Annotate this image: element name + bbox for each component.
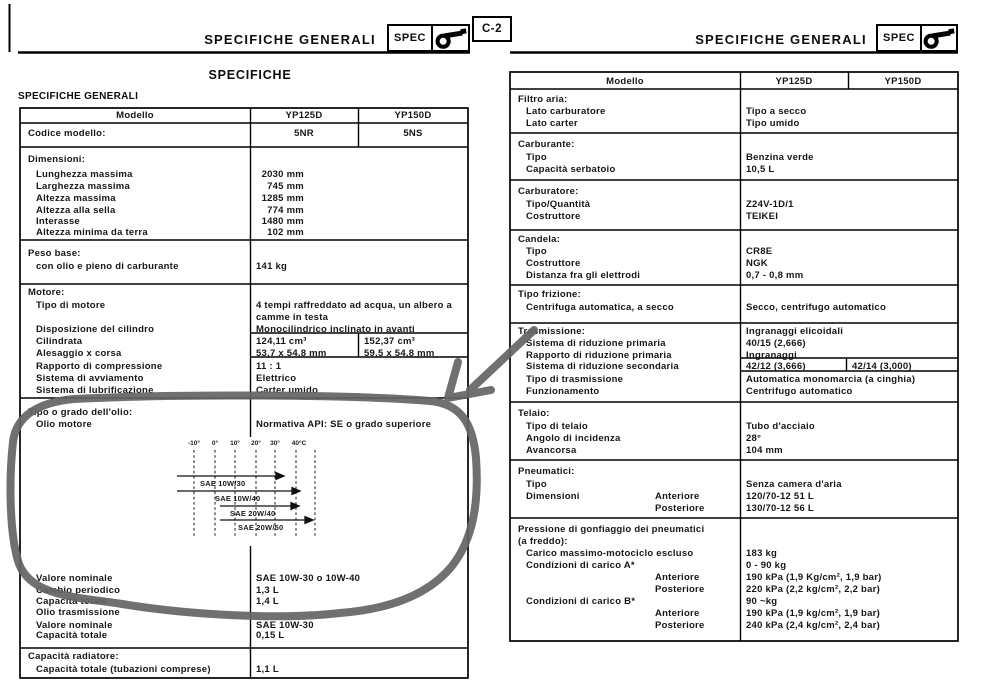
spec-value: 1,4 L	[256, 596, 279, 607]
spec-value: Benzina verde	[746, 152, 814, 163]
left-col-header-modello: Modello	[116, 110, 154, 121]
spec-value-150: 59,5 x 54,8 mm	[364, 348, 435, 359]
spec-value: 220 kPa (2,2 kg/cm², 2,2 bar)	[746, 584, 880, 595]
spec-value: SAE 10W-30	[256, 620, 314, 631]
spec-label: Costruttore	[526, 211, 581, 222]
spec-value: 240 kPa (2,4 kg/cm², 2,4 bar)	[746, 620, 880, 631]
spec-value: 190 kPa (1,9 Kg/cm², 1,9 bar)	[746, 572, 882, 583]
spec-label: Centrifuga automatica, a secco	[526, 302, 674, 313]
spec-label: Dimensioni	[526, 491, 580, 502]
spec-value: 120/70-12 51 L	[746, 491, 814, 502]
spec-label: Larghezza massima	[36, 181, 131, 192]
spec-value: 102 mm	[267, 227, 304, 238]
spec-label: Capacità serbatoio	[526, 164, 616, 175]
carburante-title: Carburante:	[518, 139, 575, 150]
spec-label: Lato carter	[526, 118, 578, 129]
spec-sublabel: Posteriore	[655, 584, 705, 595]
left-heading: SPECIFICHE	[208, 68, 292, 82]
spec-label: Funzionamento	[526, 386, 600, 397]
motore-title: Motore:	[28, 287, 65, 298]
spec-value-150: 42/14 (3,000)	[852, 361, 912, 372]
spec-label: Capacità totale	[36, 596, 108, 607]
chart-series-label: SAE 10W/30	[200, 479, 246, 488]
spec-label: Tipo	[526, 246, 547, 257]
spec-value: Senza camera d'aria	[746, 479, 842, 490]
spec-value: camme in testa	[256, 312, 329, 323]
pneumatici-title: Pneumatici:	[518, 466, 575, 477]
spec-value: 745 mm	[267, 181, 304, 192]
spec-value: Tipo umido	[746, 118, 800, 129]
chart-tick-label: 30°	[270, 440, 280, 447]
spec-value: 0,15 L	[256, 630, 285, 641]
spec-value: 130/70-12 56 L	[746, 503, 814, 514]
spec-value: Tipo a secco	[746, 106, 807, 117]
chart-tick-label: -10°	[188, 440, 200, 447]
spec-value: 90 ~kg	[746, 596, 778, 607]
spec-value: 1480 mm	[261, 216, 304, 227]
micrometer-icon	[922, 26, 956, 50]
codice-value-125: 5NR	[294, 128, 314, 139]
left-col-header-yp150d: YP150D	[394, 110, 432, 121]
spec-value: 183 kg	[746, 548, 778, 559]
spec-sublabel: Anteriore	[655, 572, 700, 583]
hand-drawn-arrow-shaft	[470, 330, 534, 390]
spec-label: Tipo di telaio	[526, 421, 588, 432]
spec-value: CR8E	[746, 246, 773, 257]
spec-label: Olio trasmissione	[36, 607, 120, 618]
left-section-label: SPECIFICHE GENERALI	[18, 91, 139, 102]
left-spec-icon-box	[431, 24, 470, 52]
spec-value-150: 152,37 cm³	[364, 336, 416, 347]
spec-value: Ingranaggi	[746, 350, 798, 361]
carburatore-title: Carburatore:	[518, 186, 579, 197]
right-col-header-yp150d: YP150D	[884, 76, 922, 87]
radiatore-label: Capacità totale (tubazioni comprese)	[36, 664, 211, 675]
spec-sublabel: Anteriore	[655, 491, 700, 502]
page-ref-box	[472, 16, 512, 42]
spec-value: 774 mm	[267, 205, 304, 216]
spec-value: SAE 10W-30 o 10W-40	[256, 573, 361, 584]
spec-label: Alesaggio x corsa	[36, 348, 122, 359]
spec-label: Carico massimo-motociclo escluso	[526, 548, 694, 559]
spec-value: 10,5 L	[746, 164, 775, 175]
spec-value: Elettrico	[256, 373, 297, 384]
left-spec-label: SPEC	[394, 32, 426, 44]
micrometer-icon	[434, 26, 468, 50]
chart-tick-label: 40°C	[291, 440, 307, 447]
spec-label: Disposizione del cilindro	[36, 324, 155, 335]
spec-value: 2030 mm	[261, 169, 304, 180]
left-spec-box	[387, 24, 433, 52]
chart-tick-label: 10°	[230, 440, 240, 447]
spec-label: Tipo	[526, 152, 547, 163]
codice-label: Codice modello:	[28, 128, 106, 139]
spec-value: Z24V-1D/1	[746, 199, 794, 210]
right-col-header-yp125d: YP125D	[775, 76, 813, 87]
spec-value: 1285 mm	[261, 193, 304, 204]
spec-sublabel: Anteriore	[655, 608, 700, 619]
spec-label: Altezza alla sella	[36, 205, 116, 216]
spec-label: Sistema di lubrificazione	[36, 385, 154, 396]
spec-value: 40/15 (2,666)	[746, 338, 806, 349]
spec-label: Rapporto di riduzione primaria	[526, 350, 672, 361]
spec-value-125: 42/12 (3,666)	[746, 361, 806, 372]
spec-value-125: 53,7 x 54,8 mm	[256, 348, 327, 359]
spec-label: Sistema di avviamento	[36, 373, 144, 384]
spec-value: Carter umido	[256, 385, 319, 396]
pressione-title-line1: Pressione di gonfiaggio dei pneumatici	[518, 524, 705, 535]
spec-label: Condizioni di carico B*	[526, 596, 636, 607]
chart-series-label: SAE 10W/40	[215, 494, 261, 503]
spec-label: Capacità totale	[36, 630, 108, 641]
spec-label: Tipo di trasmissione	[526, 374, 624, 385]
spec-value: 0 - 90 kg	[746, 560, 787, 571]
telaio-title: Telaio:	[518, 408, 550, 419]
peso-value: 141 kg	[256, 261, 288, 272]
spec-value: Centrifugo automatico	[746, 386, 853, 397]
spec-label: Tipo	[526, 479, 547, 490]
chart-series-label: SAE 20W/40	[230, 509, 276, 518]
spec-label: Tipo/Quantità	[526, 199, 591, 210]
left-col-header-yp125d: YP125D	[285, 110, 323, 121]
right-spec-label: SPEC	[883, 32, 915, 44]
spec-value: 190 kPa (1,9 kg/cm², 1,9 bar)	[746, 608, 880, 619]
spec-label: Altezza massima	[36, 193, 116, 204]
spec-label: Interasse	[36, 216, 80, 227]
spec-label: Tipo di motore	[36, 300, 106, 311]
spec-label: Rapporto di compressione	[36, 361, 163, 372]
hand-drawn-arrow-head	[448, 362, 491, 398]
spec-label: Costruttore	[526, 258, 581, 269]
chart-series-label: SAE 20W/50	[238, 523, 284, 532]
candela-title: Candela:	[518, 234, 561, 245]
spec-value: Automatica monomarcia (a cinghia)	[746, 374, 916, 385]
radiatore-value: 1,1 L	[256, 664, 279, 675]
spec-label: Avancorsa	[526, 445, 577, 456]
chart-tick-label: 0°	[211, 440, 219, 447]
spec-label: Lunghezza massima	[36, 169, 133, 180]
spec-value: 28°	[746, 433, 762, 444]
spec-label: Valore nominale	[36, 573, 113, 584]
dimensioni-title: Dimensioni:	[28, 154, 86, 165]
chart-tick-label: 20°	[251, 440, 261, 447]
spec-label: Condizioni di carico A*	[526, 560, 635, 571]
left-page-title: SPECIFICHE GENERALI	[204, 32, 376, 47]
spec-label: Valore nominale	[36, 620, 113, 631]
codice-value-150: 5NS	[403, 128, 423, 139]
spec-value: 0,7 - 0,8 mm	[746, 270, 804, 281]
spec-value: Normativa API: SE o grado superiore	[256, 419, 432, 430]
spec-value: Monocilindrico inclinato in avanti	[256, 324, 415, 335]
spec-value: 4 tempi raffreddato ad acqua, un albero a	[256, 300, 453, 311]
spec-label: Angolo di incidenza	[526, 433, 621, 444]
spec-value: 11 : 1	[256, 361, 282, 372]
spec-value: Ingranaggi elicoidali	[746, 326, 844, 337]
spec-value: 1,3 L	[256, 585, 279, 596]
spec-value: Tubo d'acciaio	[746, 421, 815, 432]
spec-value: NGK	[746, 258, 768, 269]
spec-label: Lato carburatore	[526, 106, 606, 117]
spec-sublabel: Posteriore	[655, 503, 705, 514]
spec-value: 104 mm	[746, 445, 783, 456]
pressione-title-line2: (a freddo):	[518, 536, 568, 547]
olio-title: Tipo o grado dell'olio:	[28, 407, 133, 418]
spec-label: Cilindrata	[36, 336, 83, 347]
right-page-title: SPECIFICHE GENERALI	[695, 32, 867, 47]
spec-value-125: 124,11 cm³	[256, 336, 307, 347]
spec-value: Secco, centrifugo automatico	[746, 302, 887, 313]
peso-label: con olio e pieno di carburante	[36, 261, 179, 272]
trasmissione-title: Trasmissione:	[518, 326, 586, 337]
spec-label: Cambio periodico	[36, 585, 121, 596]
spec-label: Olio motore	[36, 419, 93, 430]
peso-title: Peso base:	[28, 248, 81, 259]
radiatore-title: Capacità radiatore:	[28, 651, 119, 662]
right-spec-box	[876, 24, 922, 52]
spec-value: TEIKEI	[746, 211, 779, 222]
spec-label: Sistema di riduzione primaria	[526, 338, 666, 349]
spec-label: Altezza minima da terra	[36, 227, 148, 238]
frizione-title: Tipo frizione:	[518, 289, 581, 300]
filtro-title: Filtro aria:	[518, 94, 568, 105]
right-spec-icon-box	[920, 24, 958, 52]
spec-label: Distanza fra gli elettrodi	[526, 270, 641, 281]
right-col-header-modello: Modello	[606, 76, 644, 87]
spec-sublabel: Posteriore	[655, 620, 705, 631]
page-ref-label: C-2	[481, 23, 503, 35]
spec-label: Sistema di riduzione secondaria	[526, 361, 679, 372]
